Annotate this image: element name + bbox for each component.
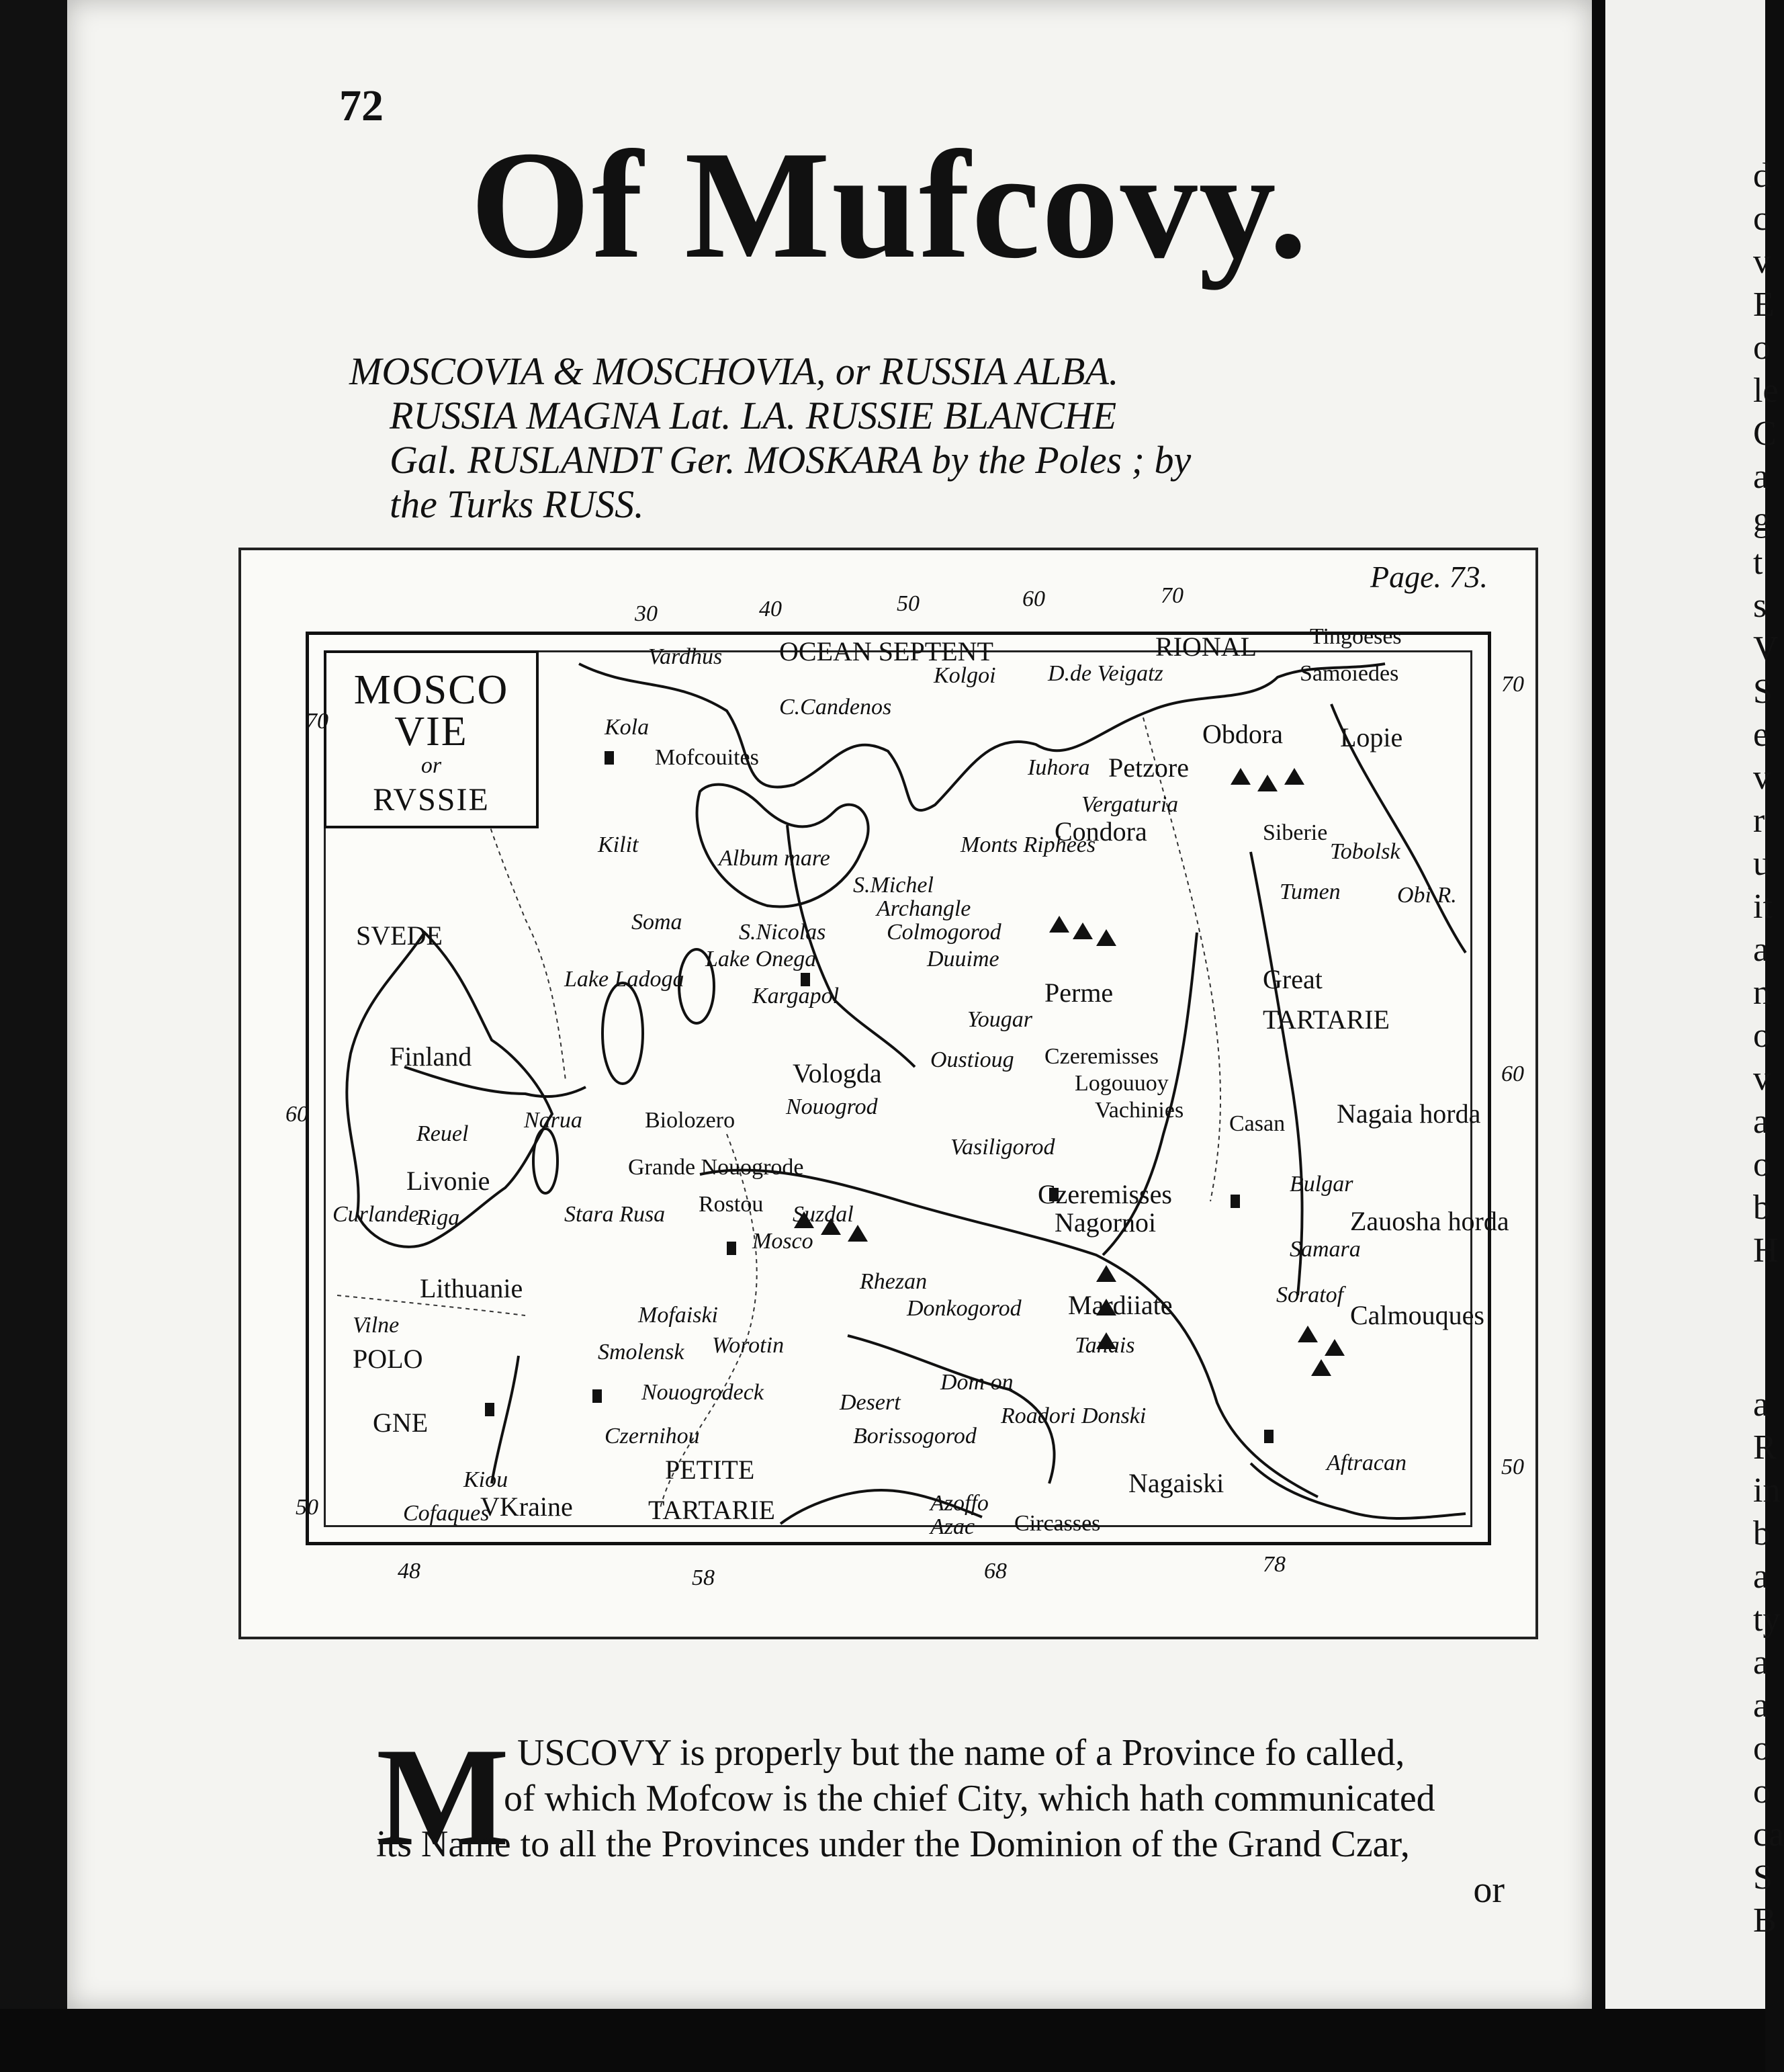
facing-page-letter: o bbox=[1753, 1729, 1771, 1768]
facing-page-letter: V bbox=[1753, 630, 1779, 668]
mountain-mark bbox=[1049, 916, 1069, 933]
place-label: Tanais bbox=[1075, 1333, 1135, 1358]
place-label: Petzore bbox=[1108, 752, 1189, 783]
place-label: Kolgoi bbox=[934, 663, 996, 688]
place-label: Nagaia horda bbox=[1337, 1098, 1481, 1129]
place-label: Samara bbox=[1290, 1237, 1361, 1262]
longitude-label: 68 bbox=[984, 1559, 1007, 1584]
place-label: TARTARIE bbox=[648, 1495, 775, 1525]
facing-page-letter: g bbox=[1753, 501, 1771, 539]
place-label: Vologda bbox=[793, 1058, 882, 1088]
place-label: Grande Nouogrode bbox=[628, 1155, 804, 1180]
facing-page-letter: c bbox=[1753, 200, 1769, 238]
mountain-mark bbox=[1257, 775, 1278, 791]
facing-page-letter: s bbox=[1753, 587, 1767, 625]
facing-page-letter: a bbox=[1753, 1557, 1769, 1596]
place-label: S.Nicolas bbox=[739, 920, 826, 945]
place-label: Obi R. bbox=[1397, 883, 1457, 908]
facing-page-letter: t bbox=[1753, 544, 1763, 582]
place-label: Colmogorod bbox=[887, 920, 1001, 945]
names-line: the Turks RUSS. bbox=[390, 482, 644, 526]
longitude-label: 50 bbox=[897, 591, 920, 616]
place-label: Stara Rusa bbox=[564, 1202, 666, 1227]
place-label: Tobolsk bbox=[1330, 839, 1400, 864]
place-label: Oustioug bbox=[930, 1047, 1014, 1072]
facing-page-letter: u bbox=[1753, 845, 1771, 883]
longitude-label: 58 bbox=[692, 1565, 715, 1590]
binding-edge bbox=[0, 0, 67, 2072]
town-symbol bbox=[605, 751, 614, 765]
facing-page-edge bbox=[1605, 0, 1784, 2009]
place-label: Azoffo bbox=[930, 1491, 989, 1516]
latitude-label: 50 bbox=[296, 1495, 318, 1520]
facing-page-letter: R bbox=[1753, 1428, 1777, 1467]
place-label: Bulgar bbox=[1290, 1172, 1353, 1197]
place-label: Great bbox=[1263, 964, 1323, 994]
place-label: Perme bbox=[1044, 978, 1114, 1008]
names-line: MOSCOVIA & MOSCHOVIA, or RUSSIA ALBA. bbox=[349, 349, 1119, 393]
place-label: Monts Riphees bbox=[961, 832, 1096, 857]
facing-page-letter: v bbox=[1753, 1060, 1771, 1098]
place-label: Obdora bbox=[1202, 719, 1283, 749]
facing-page-letter: it bbox=[1753, 888, 1773, 926]
place-label: Soratof bbox=[1276, 1283, 1344, 1307]
facing-page-letter: le bbox=[1753, 372, 1779, 410]
place-label: Nagornoi bbox=[1055, 1207, 1157, 1238]
place-label: Roadori Donski bbox=[1001, 1404, 1147, 1428]
place-label: PETITE bbox=[665, 1455, 755, 1485]
drop-cap: M bbox=[376, 1719, 510, 1875]
facing-page-letter: ty bbox=[1753, 1600, 1781, 1639]
place-label: Rostou bbox=[699, 1192, 764, 1217]
place-label: Vilne bbox=[353, 1313, 400, 1338]
place-label: Nouogrod bbox=[786, 1094, 878, 1119]
place-label: Kilit bbox=[598, 832, 639, 857]
facing-page-letter: b bbox=[1753, 1189, 1771, 1227]
place-label: Nagaiski bbox=[1128, 1468, 1224, 1498]
facing-page-letter: b bbox=[1753, 1514, 1771, 1553]
place-label: Tingoeses bbox=[1310, 624, 1402, 649]
latitude-label: 70 bbox=[306, 709, 328, 734]
place-label: Iuhora bbox=[1028, 755, 1090, 780]
catchword: or bbox=[1473, 1869, 1505, 1911]
place-label: Suzdal bbox=[793, 1202, 854, 1227]
place-label: Riga bbox=[416, 1205, 460, 1230]
facing-page-letter: B bbox=[1753, 1901, 1777, 1940]
place-label: SVEDE bbox=[356, 920, 443, 951]
place-label: Mardiiate bbox=[1068, 1290, 1173, 1320]
mountain-mark bbox=[1311, 1359, 1331, 1376]
place-label: Soma bbox=[631, 910, 682, 935]
longitude-label: 78 bbox=[1263, 1552, 1286, 1577]
place-label: Mosco bbox=[752, 1229, 813, 1254]
facing-page-letter: S bbox=[1753, 1858, 1773, 1897]
town-symbol bbox=[727, 1242, 736, 1255]
place-label: Azac bbox=[930, 1514, 975, 1539]
place-label: Archangle bbox=[877, 896, 971, 921]
facing-page-letter: in bbox=[1753, 1471, 1781, 1510]
mountain-mark bbox=[1284, 768, 1304, 785]
place-label: Lithuanie bbox=[420, 1273, 523, 1303]
place-label: Cofaques bbox=[403, 1501, 490, 1526]
facing-page-letter: d bbox=[1753, 157, 1771, 195]
place-label: Kargapol bbox=[752, 984, 840, 1008]
latitude-label: 60 bbox=[285, 1102, 308, 1127]
facing-page-letter: C bbox=[1753, 415, 1777, 453]
town-symbol bbox=[592, 1389, 602, 1403]
mountain-mark bbox=[1096, 929, 1116, 946]
place-label: Nouogrodeck bbox=[641, 1380, 764, 1405]
place-label: S.Michel bbox=[853, 873, 934, 898]
body-line: its Name to all the Provinces under the Dominion of the Grand Czar, bbox=[376, 1823, 1410, 1865]
place-label: C.Candenos bbox=[779, 695, 892, 720]
mountain-mark bbox=[1298, 1326, 1318, 1342]
place-label: Duuime bbox=[927, 947, 999, 972]
place-label: Condora bbox=[1055, 816, 1147, 847]
place-label: Desert bbox=[840, 1390, 901, 1415]
place-label: Rhezan bbox=[860, 1269, 928, 1294]
facing-page-letter: a bbox=[1753, 458, 1769, 496]
place-label: Vardhus bbox=[648, 644, 723, 669]
facing-page-letter: v bbox=[1753, 759, 1771, 797]
map-page-reference: Page. 73. bbox=[1370, 560, 1488, 594]
facing-page-letter: H bbox=[1753, 1232, 1779, 1270]
place-label: Kola bbox=[605, 715, 650, 740]
place-label: Samoiedes bbox=[1300, 661, 1399, 686]
facing-page-letter: a bbox=[1753, 1385, 1769, 1424]
place-label: Lake Ladoga bbox=[564, 967, 684, 992]
place-label: Calmouques bbox=[1350, 1300, 1484, 1330]
mountain-mark bbox=[1231, 768, 1251, 785]
facing-page-letter: r bbox=[1753, 802, 1765, 840]
town-symbol bbox=[485, 1403, 494, 1416]
body-line: of which Mofcow is the chief City, which hath communicated bbox=[504, 1778, 1435, 1819]
facing-page-letters bbox=[1753, 155, 1784, 1942]
facing-page-letter: o bbox=[1753, 329, 1771, 367]
town-symbol bbox=[1264, 1430, 1274, 1443]
river-irtysh bbox=[1251, 852, 1302, 1295]
place-label: Livonie bbox=[406, 1166, 490, 1196]
place-label: Lake Onega bbox=[705, 947, 817, 972]
cartouche-line: or bbox=[420, 753, 442, 778]
baltic-coast bbox=[347, 933, 552, 1247]
place-label: Czernihou bbox=[605, 1424, 700, 1449]
place-label: Siberie bbox=[1263, 820, 1328, 845]
place-label: Finland bbox=[390, 1041, 472, 1072]
place-label: Lopie bbox=[1340, 722, 1403, 752]
place-label: Vachinies bbox=[1095, 1098, 1184, 1123]
place-label: Vergaturia bbox=[1081, 792, 1179, 817]
place-label: Vasiligorod bbox=[950, 1135, 1055, 1160]
longitude-label: 48 bbox=[398, 1559, 420, 1584]
mountain-mark bbox=[1073, 922, 1093, 939]
facing-page-letter: a bbox=[1753, 1686, 1769, 1725]
cartouche-line: RVSSIE bbox=[373, 782, 490, 818]
place-label: Czeremisses bbox=[1038, 1179, 1172, 1209]
page-number: 72 bbox=[339, 81, 384, 130]
place-label: Czeremisses bbox=[1044, 1044, 1159, 1069]
latitude-label: 70 bbox=[1501, 672, 1524, 697]
body-line: USCOVY is properly but the name of a Province fo called, bbox=[517, 1732, 1405, 1774]
place-label: Circasses bbox=[1014, 1511, 1101, 1536]
place-label: Borissogorod bbox=[853, 1424, 977, 1449]
place-label: Curlande bbox=[332, 1202, 419, 1227]
paragraph-gap bbox=[1760, 1272, 1780, 1383]
facing-page-letter: ca bbox=[1753, 1815, 1784, 1854]
page-gutter bbox=[1592, 0, 1605, 2009]
facing-page-letter: a bbox=[1753, 1103, 1769, 1141]
page-title: Of Mufcovy. bbox=[470, 119, 1309, 290]
place-label: VKraine bbox=[480, 1492, 573, 1522]
river-dnieper bbox=[492, 1356, 519, 1483]
map-cartouche bbox=[324, 650, 539, 828]
facing-page-letter: E bbox=[1753, 286, 1775, 324]
place-label: Mofaiski bbox=[638, 1303, 718, 1328]
facing-page-letter: e bbox=[1753, 716, 1769, 754]
facing-page-letter: S bbox=[1753, 673, 1773, 711]
place-label: Casan bbox=[1229, 1111, 1286, 1136]
longitude-label: 40 bbox=[759, 597, 782, 621]
facing-page-letter: o bbox=[1753, 1146, 1771, 1184]
facing-page-letter: a bbox=[1753, 931, 1769, 969]
town-symbol bbox=[1231, 1195, 1240, 1208]
place-label: Worotin bbox=[712, 1333, 785, 1358]
longitude-label: 70 bbox=[1161, 583, 1184, 608]
border-dotted-3 bbox=[1143, 718, 1220, 1201]
facing-page-letter: a bbox=[1753, 1643, 1769, 1682]
place-label: Aftracan bbox=[1327, 1451, 1407, 1475]
facing-page-letter: n bbox=[1753, 974, 1771, 1012]
place-label: Kiou bbox=[463, 1467, 508, 1492]
place-label: RIONAL bbox=[1155, 632, 1257, 662]
place-label: Zauosha horda bbox=[1350, 1206, 1509, 1236]
place-label: D.de Veigatz bbox=[1048, 661, 1163, 686]
scan-bottom-edge bbox=[0, 2009, 1765, 2072]
names-line: RUSSIA MAGNA Lat. LA. RUSSIE BLANCHE bbox=[390, 394, 1117, 437]
longitude-label: 60 bbox=[1022, 587, 1045, 611]
mountain-mark bbox=[848, 1225, 868, 1242]
place-label: Smolensk bbox=[598, 1340, 684, 1365]
longitude-label: 30 bbox=[635, 601, 658, 626]
place-label: Mofcouites bbox=[655, 745, 759, 770]
lake-peipus bbox=[533, 1129, 558, 1193]
body-paragraph bbox=[376, 1730, 1505, 1913]
place-label: Reuel bbox=[416, 1121, 469, 1146]
cartouche-line: VIE bbox=[394, 709, 468, 754]
place-label: Dom on bbox=[940, 1370, 1014, 1395]
place-label: Donkogorod bbox=[907, 1296, 1022, 1321]
latitude-label: 60 bbox=[1501, 1062, 1524, 1086]
place-label: Logouuoy bbox=[1075, 1071, 1169, 1096]
lake-ladoga bbox=[603, 983, 643, 1084]
place-label: GNE bbox=[373, 1408, 429, 1438]
mountain-mark bbox=[1096, 1265, 1116, 1282]
facing-page-letter: o bbox=[1753, 1017, 1771, 1055]
place-label: POLO bbox=[353, 1344, 423, 1374]
cartouche-line: MOSCO bbox=[353, 667, 509, 713]
names-line: Gal. RUSLANDT Ger. MOSKARA by the Poles ; by bbox=[390, 438, 1192, 482]
place-label: OCEAN SEPTENT bbox=[779, 636, 993, 666]
place-label: Narua bbox=[524, 1108, 582, 1133]
place-label: Tumen bbox=[1280, 879, 1341, 904]
place-label: Biolozero bbox=[645, 1108, 735, 1133]
facing-page-letter: o bbox=[1753, 1772, 1771, 1811]
country-names bbox=[349, 349, 1491, 527]
place-label: Album mare bbox=[719, 846, 830, 871]
place-label: TARTARIE bbox=[1263, 1004, 1390, 1035]
mountain-mark bbox=[1325, 1339, 1345, 1356]
place-label: Yougar bbox=[967, 1007, 1033, 1032]
facing-page-letter: v bbox=[1753, 243, 1771, 281]
latitude-label: 50 bbox=[1501, 1455, 1524, 1479]
